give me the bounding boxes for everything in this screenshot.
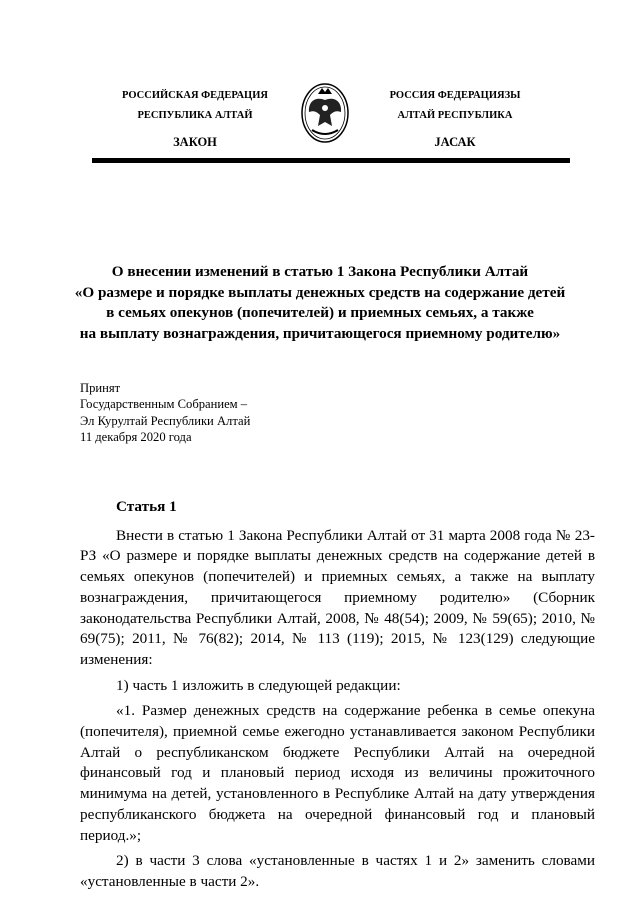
- republic-name-alt: АЛТАЙ РЕСПУБЛИКА: [397, 110, 513, 121]
- paragraph: «1. Размер денежных средств на содержание ребенка в семье опекуна (попечителя), приемной семье ежегодно устанавливается законом Республики Алтай о республиканском бюджете Республики Алтай на очередной финансовый год и плановый период исходя из величины прожиточного минимума на детей, установленного в Республике Алтай на дату утверждения республиканского бюджета на очередной финансовый год и плановый период.»;: [80, 702, 595, 844]
- law-label-ru: ЗАКОН: [173, 135, 217, 149]
- adoption-line: Эл Курултай Республики Алтай: [80, 413, 251, 428]
- article-heading: Статья 1: [116, 498, 177, 515]
- title-line: на выплату вознаграждения, причитающегося приемному родителю»: [79, 324, 561, 342]
- header-right: [355, 86, 555, 152]
- country-name-ru: РОССИЙСКАЯ ФЕДЕРАЦИЯ: [122, 90, 268, 101]
- title-line: «О размере и порядке выплаты денежных средств на содержание детей: [74, 283, 566, 301]
- paragraph: 2) в части 3 слова «установленные в частях 1 и 2» заменить словами «установленные в части 2».: [80, 852, 595, 890]
- coat-of-arms-emblem-icon: [300, 82, 350, 144]
- document-title: [60, 262, 580, 344]
- adoption-info: [80, 380, 250, 445]
- adoption-date: 11 декабря 2020 года: [80, 429, 192, 444]
- country-name-alt: РОССИЯ ФЕДЕРАЦИЯЗЫ: [389, 90, 521, 101]
- title-line: в семьях опекунов (попечителей) и приемных семьях, а также: [106, 304, 534, 321]
- header-divider: [92, 158, 570, 163]
- paragraph: Внести в статью 1 Закона Республики Алтай от 31 марта 2008 года № 23-РЗ «О размере и порядке выплаты денежных средств на содержание детей в семьях опекунов (попечителей) и приемных семьях, а также на выплату вознаграждения, причитающегося приемному родителю» (Сборник законодательства Республики Алтай, 2008, № 48(54); 2009, № 59(65); 2010, № 69(75); 2011, № 76(82); 2014, № 113 (119); 2015, № 123(129) следующие изменения:: [80, 526, 595, 668]
- article-body: [80, 497, 595, 893]
- adoption-line: Государственным Собранием –: [80, 397, 248, 412]
- law-label-alt: JАСАК: [434, 135, 476, 149]
- title-line: О внесении изменений в статью 1 Закона Республики Алтай: [111, 263, 529, 280]
- paragraph: 1) часть 1 изложить в следующей редакции:: [116, 676, 401, 694]
- adoption-line: Принят: [80, 381, 121, 395]
- republic-name-ru: РЕСПУБЛИКА АЛТАЙ: [137, 110, 253, 121]
- header-left: [95, 86, 295, 152]
